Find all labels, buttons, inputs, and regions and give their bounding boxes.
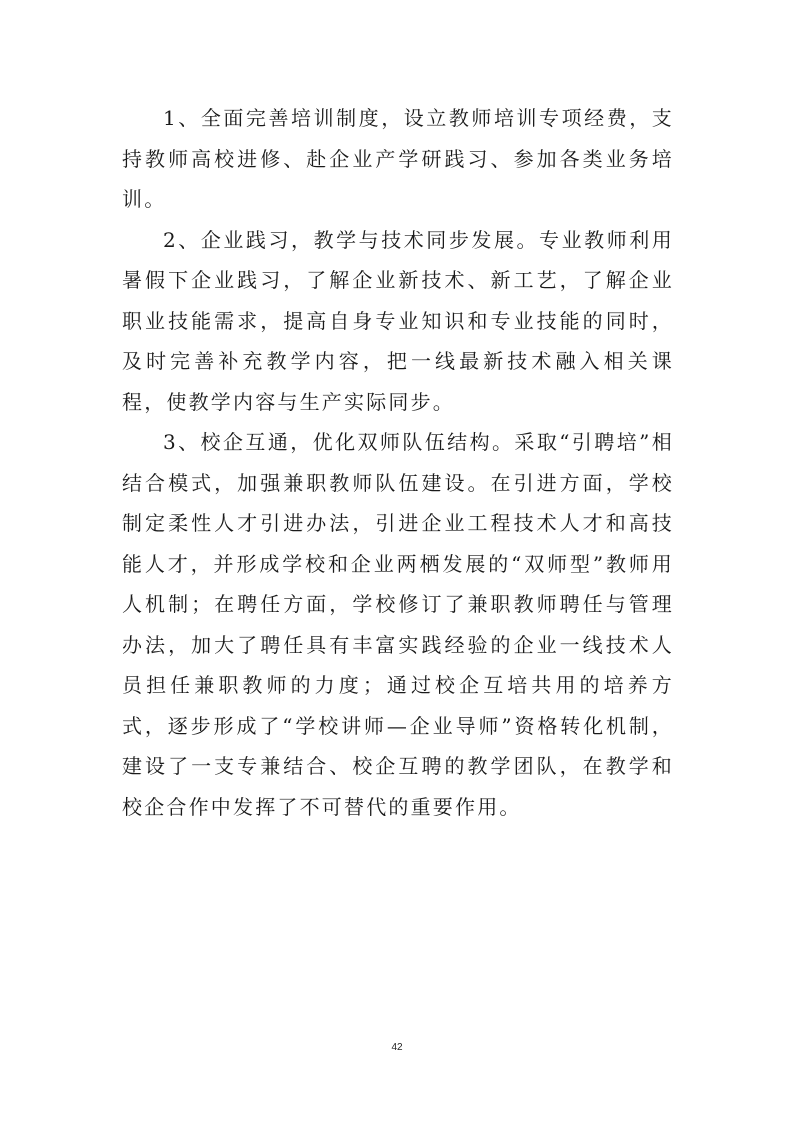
body-text (122, 98, 674, 827)
paragraph-3: 3、校企互通，优化双师队伍结构。采取“引聘培”相结合模式，加强兼职教师队伍建设。在引进方面，学校制定柔性人才引进办法，引进企业工程技术人才和高技能人才，并形成学校和企业两栖发展的“双师型”教师用人机制；在聘任方面，学校修订了兼职教师聘任与管理办法，加大了聘任具有丰富实践经验的企业一线技术人员担任兼职教师的力度；通过校企互培共用的培养方式，逐步形成了“学校讲师—企业导师”资格转化机制，建设了一支专兼结合、校企互聘的教学团队，在教学和校企合作中发挥了不可替代的重要作用。 (122, 430, 674, 819)
paragraph-1: 1、全面完善培训制度，设立教师培训专项经费，支持教师高校进修、赴企业产学研践习、参加各类业务培训。 (122, 106, 674, 211)
page-number: 42 (391, 1042, 403, 1053)
paragraph-2: 2、企业践习，教学与技术同步发展。专业教师利用暑假下企业践习，了解企业新技术、新工艺，了解企业职业技能需求，提高自身专业知识和专业技能的同时，及时完善补充教学内容，把一线最新技术融入相关课程，使教学内容与生产实际同步。 (122, 227, 674, 414)
